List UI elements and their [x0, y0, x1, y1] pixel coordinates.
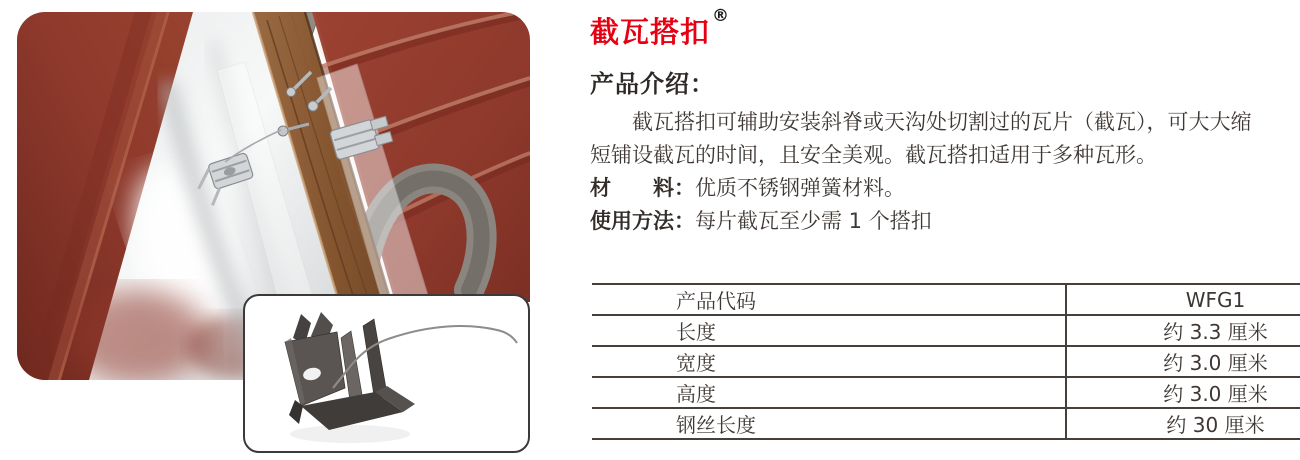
usage-label: 使用方法：	[590, 209, 695, 233]
spec-label: 高度	[592, 377, 1066, 408]
material-line	[590, 172, 1283, 205]
usage-line	[590, 205, 1283, 238]
spec-value: 约 3.0 厘米	[1066, 346, 1300, 377]
spec-value: 约 3.3 厘米	[1066, 315, 1300, 346]
spec-label: 长度	[592, 315, 1066, 346]
spec-label: 产品代码	[592, 284, 1066, 315]
usage-value: 每片截瓦至少需 1 个搭扣	[695, 209, 932, 233]
product-intro	[590, 106, 1283, 238]
registered-trademark: ®	[712, 6, 730, 27]
product-title-text: 截瓦搭扣	[590, 15, 711, 49]
spec-value: 约 3.0 厘米	[1066, 377, 1300, 408]
product-title	[590, 6, 730, 51]
clip-product-image	[245, 296, 528, 451]
spec-value: 约 30 厘米	[1066, 408, 1300, 439]
spec-label: 钢丝长度	[592, 408, 1066, 439]
product-photo-inset	[243, 294, 530, 453]
section-heading: 产品介绍：	[590, 70, 715, 98]
spec-value: WFG1	[1066, 284, 1300, 315]
table-row	[592, 315, 1300, 346]
intro-line-1: 截瓦搭扣可辅助安装斜脊或天沟处切割过的瓦片（截瓦），可大大缩	[632, 110, 1252, 134]
material-label: 材 料：	[590, 176, 695, 200]
table-row	[592, 346, 1300, 377]
material-value: 优质不锈钢弹簧材料。	[695, 176, 905, 200]
table-row	[592, 284, 1300, 315]
intro-line-2: 短铺设截瓦的时间，且安全美观。截瓦搭扣适用于多种瓦形。	[590, 143, 1157, 167]
spec-table	[592, 283, 1300, 440]
table-row	[592, 408, 1300, 439]
spec-label: 宽度	[592, 346, 1066, 377]
table-row	[592, 377, 1300, 408]
